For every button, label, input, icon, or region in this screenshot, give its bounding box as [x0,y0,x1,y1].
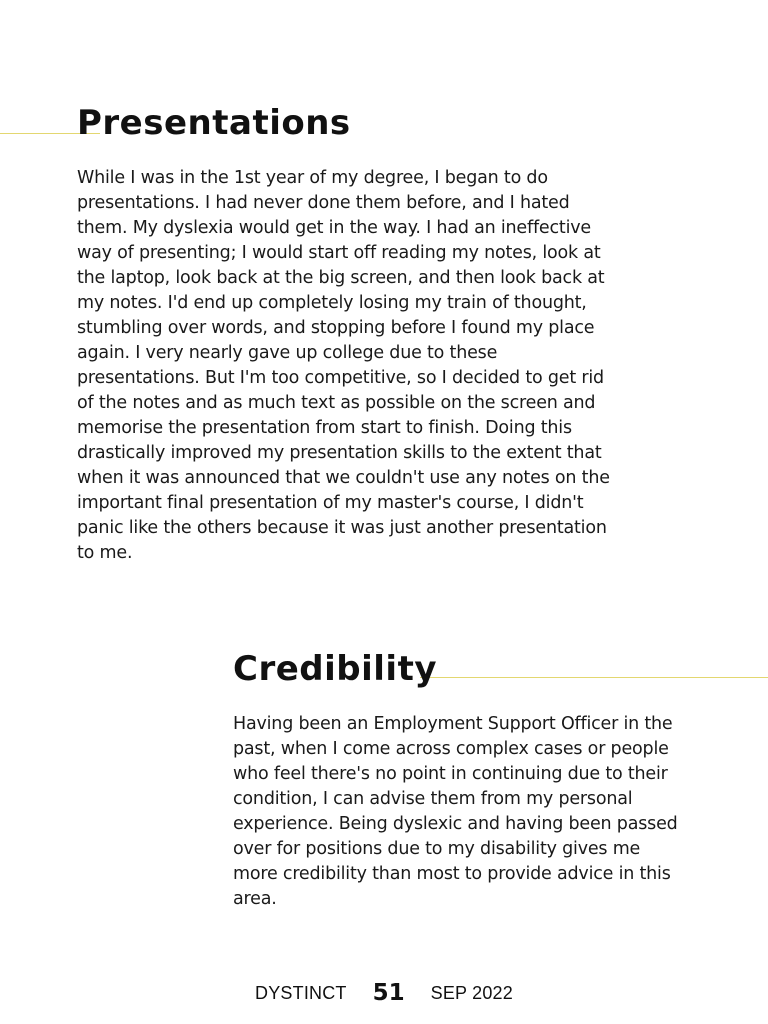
footer-issue-date: SEP 2022 [430,982,513,1003]
footer-page-number: 51 [372,980,405,1006]
section-heading-credibility: Credibility [233,649,437,689]
section-body-credibility: Having been an Employment Support Officer in the past, when I come across complex cases or people who feel there's no point in continuing due to their condition, I can advise them from my personal experience. Being dyslexic and having been passed over for positions due to my disability gives me more credibility than most to provide advice in this area. [233,714,678,909]
section-body-presentations: While I was in the 1st year of my degree, I began to do presentations. I had never done them before, and I hated them. My dyslexia would get in the way. I had an ineffective way of presenting; I would start off reading my notes, look at the laptop, look back at the big screen, and then look back at my notes. I'd end up completely losing my train of thought, stumbling over words, and stopping before I found my place again. I very nearly gave up college due to these presentations. But I'm too competitive, so I decided to get rid of the notes and as much text as possible on the screen and memorise the presentation from start to finish. Doing this drastically improved my presentation skills to the extent that when it was announced that we couldn't use any notes on the important final presentation of my master's course, I didn't panic like the others because it was just another presentation to me. [77,168,610,563]
section-heading-presentations: Presentations [77,103,351,143]
accent-divider-right [420,677,768,678]
footer-publication-name: DYSTINCT [255,982,347,1003]
page-footer [0,978,768,1008]
